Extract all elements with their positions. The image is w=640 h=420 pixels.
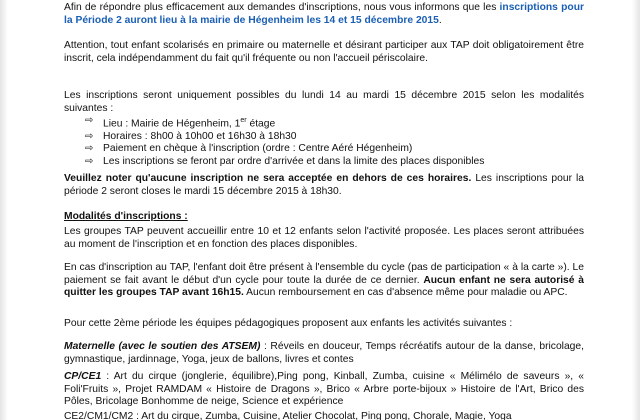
arrow-icon: ⇨: [85, 115, 94, 126]
cp-label: CP/CE1: [64, 371, 102, 382]
superscript: er: [240, 117, 247, 124]
intro-text-a: Afin de répondre plus efficacement aux demandes d'inscriptions, nous vous informons que les: [64, 2, 500, 13]
veuillez-bold: Veuillez noter qu'aucune inscription ne sera acceptée en dehors de ces horaires.: [64, 173, 472, 184]
scan-edge-right: [632, 0, 640, 420]
cutoff-line: CE2/CM1/CM2 : Art du cirque, Zumba, Cuisine, Atelier Chocolat, Ping pong, Chorale, Magie, Yoga: [64, 411, 512, 420]
groupes-paragraph: Les groupes TAP peuvent accueillir entre 10 et 12 enfants selon l'activité proposée. Les places seront attribuées au moment de l'inscription et en fonction des places disponibles.: [64, 226, 584, 250]
veuillez-rest: Les inscriptions pour la période 2 seront closes le mardi 15 décembre 2015 à 18h30.: [64, 173, 584, 197]
maternelle-paragraph: [64, 341, 584, 366]
maternelle-label: Maternelle (avec le soutien des ATSEM): [64, 341, 261, 352]
cp-paragraph: [64, 371, 584, 409]
attention-paragraph: Attention, tout enfant scolarisés en primaire ou maternelle et désirant participer aux TAP doit obligatoirement être inscrit, cela indépendamment du fait qu'il fréquente ou non l'accueil périscolaire.: [64, 40, 584, 64]
arrow-icon: ⇨: [85, 155, 94, 167]
list-item-ordre: ⇨ Les inscriptions se feront par ordre d'arrivée et dans la limite des places disponibles: [85, 155, 485, 167]
maternelle-text: : Réveils en douceur, Temps récréatifs autour de la danse, bricolage, gymnastique, jardinnage, Yoga, jeux de ballons, livres et contes: [64, 341, 584, 365]
veuillez-paragraph: [64, 173, 584, 198]
modalites-list: [85, 115, 484, 168]
list-item-lieu: ⇨ Lieu : Mairie de Hégenheim, 1er étage: [85, 115, 276, 130]
intro-text-b: .: [438, 14, 442, 26]
modalites-heading: Modalités d'inscriptions :: [64, 211, 188, 222]
intro-highlight: inscriptions pour la Période 2 auront lieu à la mairie de Hégenheim les 14 et 15 décembre 2015: [64, 2, 584, 26]
cp-text: : Art du cirque (jonglerie, équilibre),Ping pong, Kinball, Zumba, cuisine « Mélimélo de saveurs », « Foli'Fruits », Projet RAMDAM « Histoire de Dragons », Brico « Arbre porte-bijoux » Histoire de l'Art, Brico des Pôles, Bricolage Bonhomme de neige, Science et expérience: [64, 371, 584, 408]
possibles-paragraph: Les inscriptions seront uniquement possibles du lundi 14 au mardi 15 décembre 2015 selon les modalités suivantes :: [64, 90, 584, 114]
arrow-icon: ⇨: [85, 143, 94, 155]
cas-paragraph: En cas d'inscription au TAP, l'enfant doit être présent à l'ensemble du cycle (pas de participation « à la carte »). Le paiement se fait avant le début d'un cycle pour toute la durée de ce dernier. Aucun enfant ne sera autorisé à quitter les groupes TAP avant 16h15. Aucun remboursement en cas d'absence même pour maladie ou APC.: [64, 262, 584, 299]
arrow-icon: ⇨: [85, 130, 94, 142]
intro-paragraph: [64, 2, 584, 27]
list-item-horaires: ⇨ Horaires : 8h00 à 10h00 et 16h30 à 18h30: [85, 130, 297, 142]
list-item-paiement: ⇨ Paiement en chèque à l'inscription (ordre : Centre Aéré Hégenheim): [85, 143, 413, 155]
periode-paragraph: Pour cette 2ème période les équipes pédagogiques proposent aux enfants les activités suivantes :: [64, 318, 513, 329]
cas-bold: Aucun enfant ne sera autorisé à quitter les groupes TAP avant 16h15.: [64, 274, 584, 299]
scan-edge-left: [0, 0, 8, 420]
